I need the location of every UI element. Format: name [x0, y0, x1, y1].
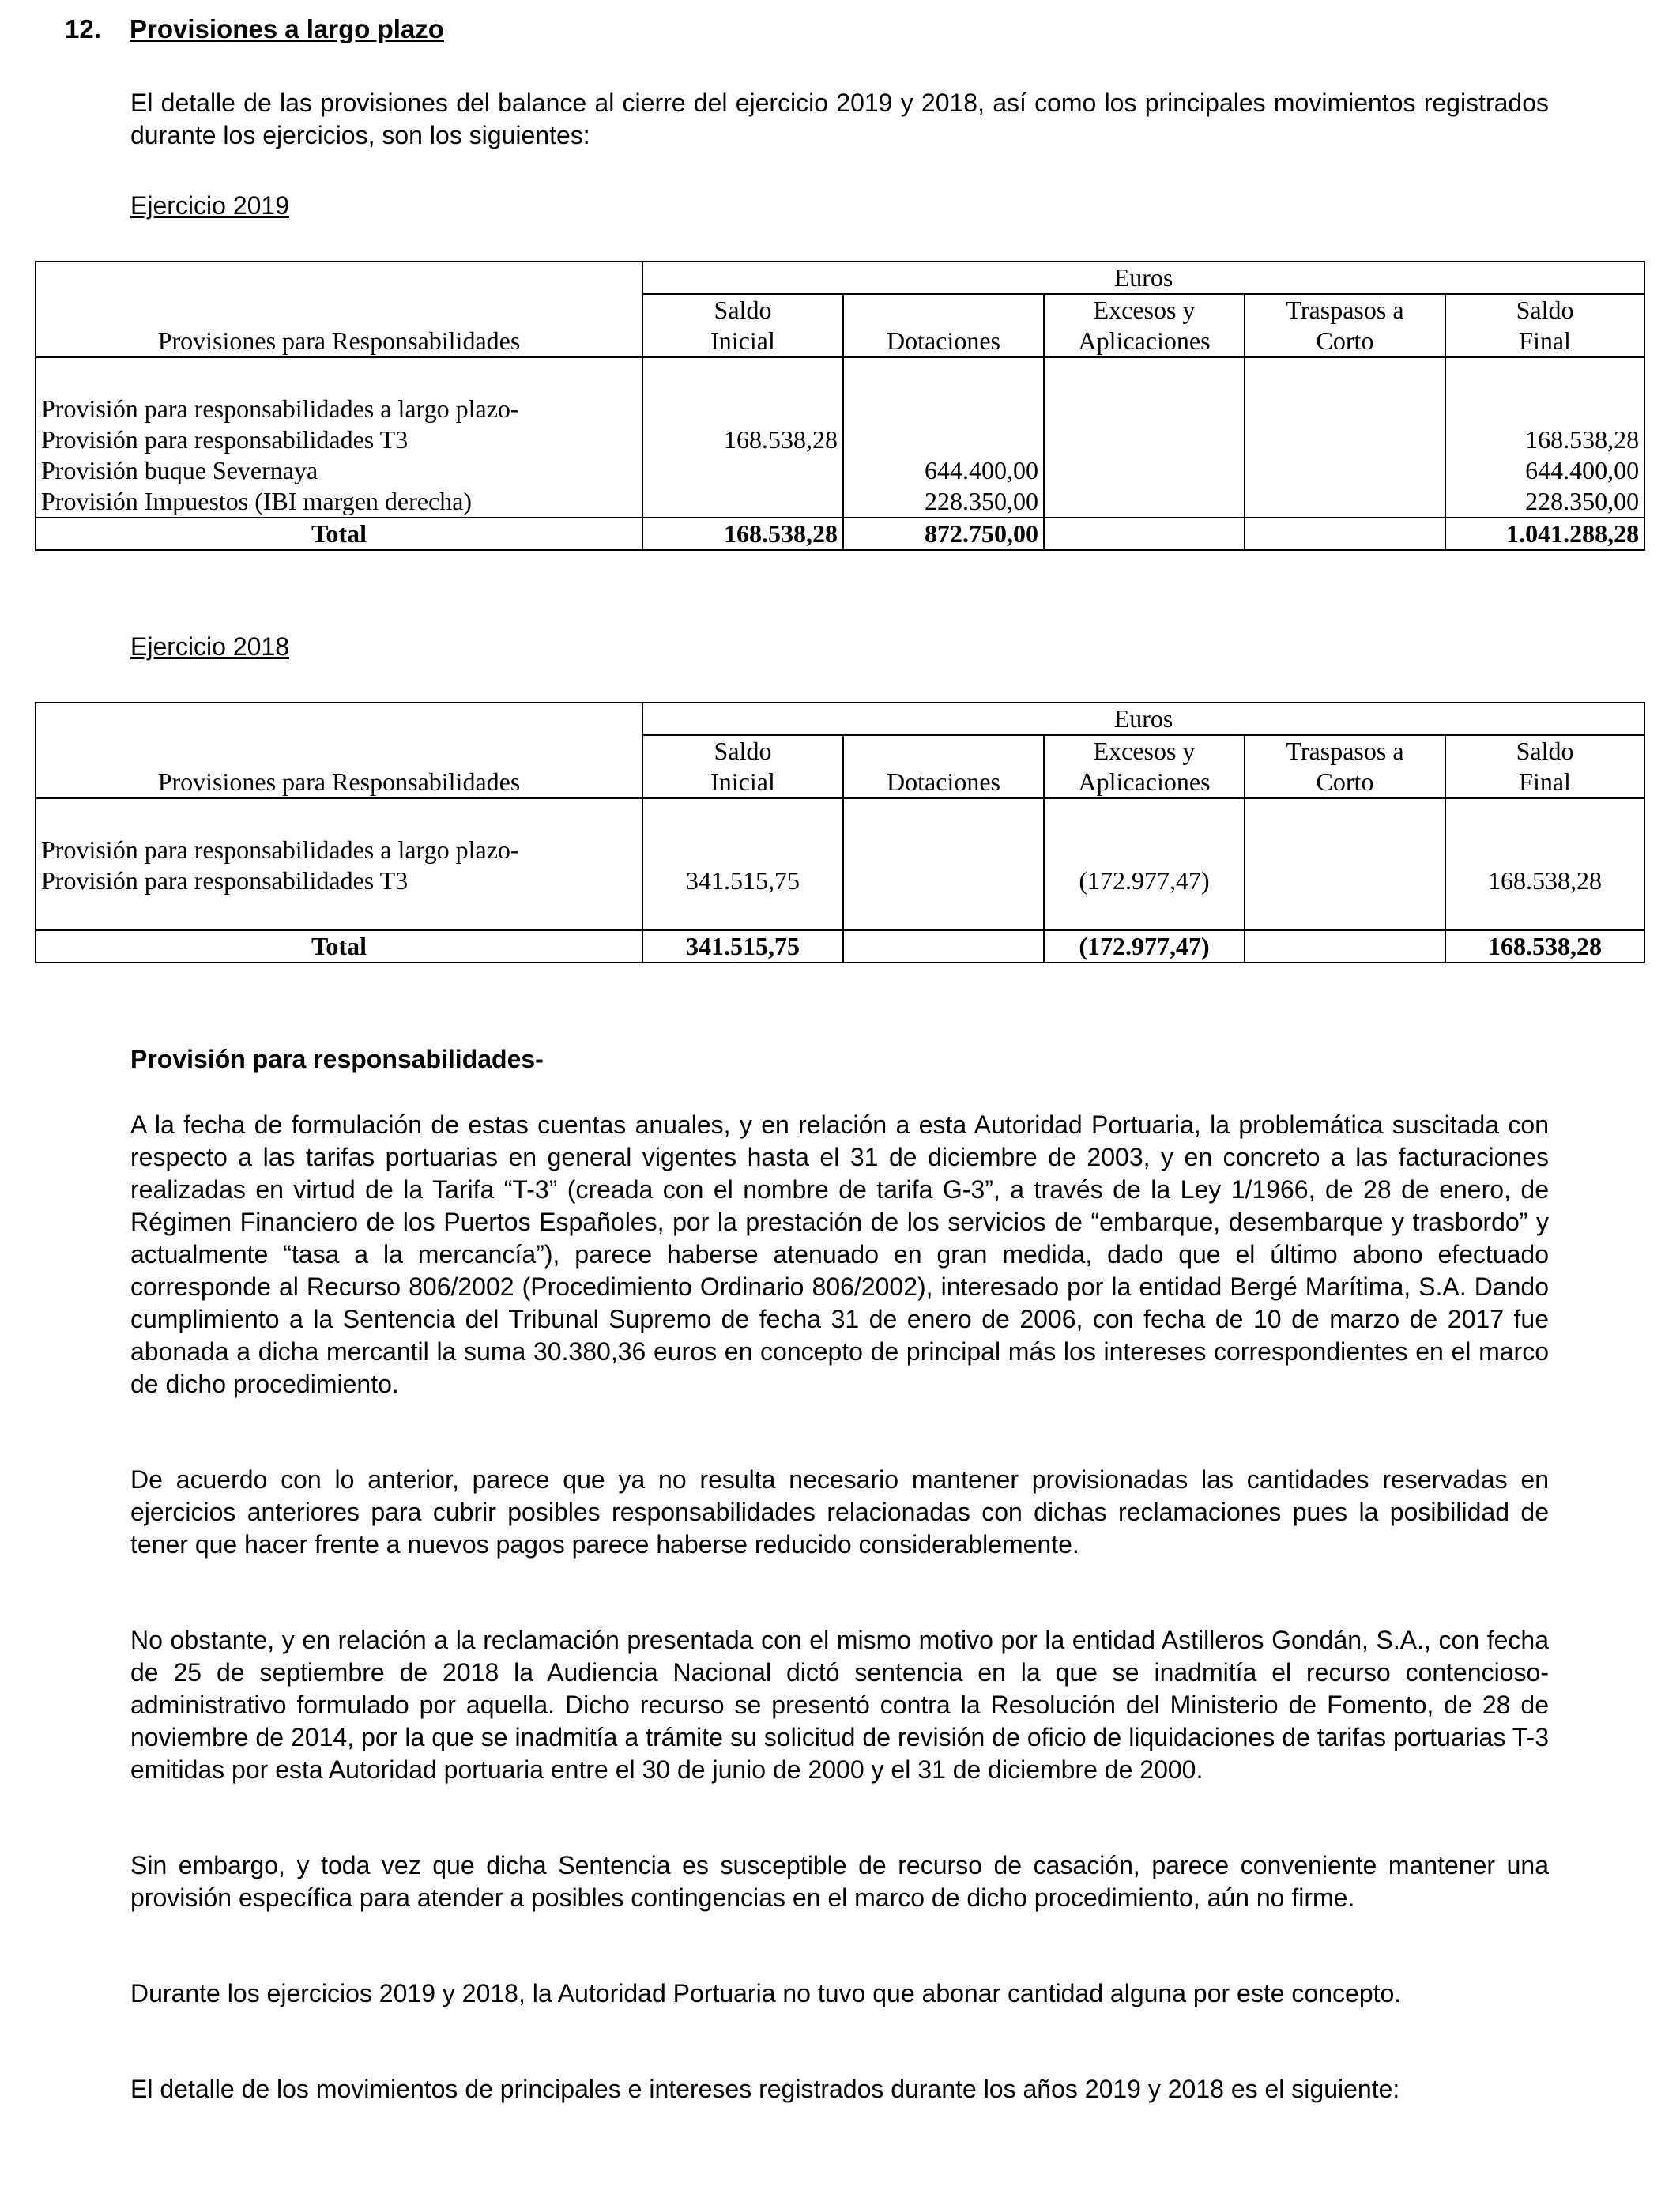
row-traspasos	[1245, 424, 1445, 455]
header-saldo-final-2: Final	[1445, 767, 1644, 798]
row-excesos	[1044, 424, 1245, 455]
section-heading	[65, 14, 444, 44]
row-label: Provisión Impuestos (IBI margen derecha)	[36, 486, 642, 518]
total-dotaciones: 872.750,00	[843, 518, 1044, 550]
row-excesos	[1044, 455, 1245, 486]
header-dotaciones: Dotaciones	[843, 326, 1044, 357]
section-title: Provisiones a largo plazo	[130, 14, 444, 43]
header-excesos-2: Aplicaciones	[1044, 767, 1245, 798]
row-saldo-inicial	[642, 486, 843, 518]
paragraph-5: Durante los ejercicios 2019 y 2018, la Autoridad Portuaria no tuvo que abonar cantidad alguna por este concepto.	[130, 1979, 1402, 2007]
header-excesos-1: Excesos y	[1044, 294, 1245, 326]
row-dotaciones	[843, 424, 1044, 455]
paragraph-1: A la fecha de formulación de estas cuentas anuales, y en relación a esta Autoridad Portuaria, la problemática suscitada con respecto a las tarifas portuarias en general vigentes hasta el 31 de diciembre de 2003, y en concreto a las facturaciones realizadas en virtud de la Tarifa “T-3” (creada con el nombre de tarifa G-3”, a través de la Ley 1/1966, de 28 de enero, de Régimen Financiero de los Puertos Españoles, por la prestación de los servicios de “embarque, desembarque y trasbordo” y actualmente “tasa a la mercancía”), parece haberse atenuado en gran medida, dado que el último abono efectuado corresponde al Recurso 806/2002 (Procedimiento Ordinario 806/2002), interesado por la entidad Bergé Marítima, S.A. Dando cumplimiento a la Sentencia del Tribunal Supremo de fecha 31 de enero de 2006, con fecha de 10 de marzo de 2017 fue abonada a dicha mercantil la suma 30.380,36 euros en concepto de principal más los intereses correspondientes en el marco de dicho procedimiento.	[130, 1110, 1549, 1398]
total-traspasos	[1245, 930, 1445, 963]
header-euros: Euros	[642, 262, 1644, 294]
total-saldo-final: 1.041.288,28	[1445, 518, 1644, 550]
header-saldo-inicial-2: Inicial	[642, 767, 843, 798]
row-saldo-final: 228.350,00	[1445, 486, 1644, 518]
total-label: Total	[36, 930, 642, 963]
header-dotaciones-spacer	[843, 735, 1044, 767]
row-excesos	[1044, 486, 1245, 518]
header-euros: Euros	[642, 703, 1644, 735]
header-traspasos-2: Corto	[1245, 326, 1445, 357]
header-traspasos-2: Corto	[1245, 767, 1445, 798]
header-excesos-1: Excesos y	[1044, 735, 1245, 767]
header-excesos-2: Aplicaciones	[1044, 326, 1245, 357]
row-dotaciones	[843, 865, 1044, 896]
total-saldo-inicial: 168.538,28	[642, 518, 843, 550]
intro-paragraph: El detalle de las provisiones del balance al cierre del ejercicio 2019 y 2018, así como los principales movimientos registrados durante los ejercicios, son los siguientes:	[130, 89, 1549, 149]
ejercicio-2019-label: Ejercicio 2019	[130, 191, 289, 220]
row-saldo-inicial	[642, 455, 843, 486]
row-saldo-final: 644.400,00	[1445, 455, 1644, 486]
header-saldo-final-1: Saldo	[1445, 294, 1644, 326]
row-label: Provisión para responsabilidades T3	[36, 424, 642, 455]
table-row	[36, 865, 1644, 896]
table-row	[36, 424, 1644, 455]
row-traspasos	[1245, 486, 1445, 518]
header-dotaciones-spacer	[843, 294, 1044, 326]
row-saldo-final: 168.538,28	[1445, 424, 1644, 455]
header-saldo-final-2: Final	[1445, 326, 1644, 357]
header-saldo-inicial-1: Saldo	[642, 294, 843, 326]
header-row-label: Provisiones para Responsabilidades	[36, 703, 642, 798]
row-saldo-final: 168.538,28	[1445, 865, 1644, 896]
group-title: Provisión para responsabilidades a largo plazo-	[36, 394, 642, 424]
header-saldo-inicial-2: Inicial	[642, 326, 843, 357]
paragraph-3: No obstante, y en relación a la reclamación presentada con el mismo motivo por la entidad Astilleros Gondán, S.A., con fecha de 25 de septiembre de 2018 la Audiencia Nacional dictó sentencia en la que se inadmitía el recurso contencioso-administrativo formulado por aquella. Dicho recurso se presentó contra la Resolución del Ministerio de Fomento, de 28 de noviembre de 2014, por la que se inadmitía a trámite su solicitud de revisión de oficio de liquidaciones de tarifas portuarias T-3 emitidas por esta Autoridad portuaria entre el 30 de junio de 2000 y el 31 de diciembre de 2000.	[130, 1626, 1549, 1784]
header-saldo-final-1: Saldo	[1445, 735, 1644, 767]
row-dotaciones: 228.350,00	[843, 486, 1044, 518]
total-row	[36, 930, 1644, 963]
provisions-table-2018	[35, 702, 1645, 963]
total-traspasos	[1245, 518, 1445, 550]
row-saldo-inicial: 341.515,75	[642, 865, 843, 896]
section-number: 12.	[65, 14, 101, 43]
row-saldo-inicial: 168.538,28	[642, 424, 843, 455]
header-saldo-inicial-1: Saldo	[642, 735, 843, 767]
total-saldo-final: 168.538,28	[1445, 930, 1644, 963]
total-label: Total	[36, 518, 642, 550]
row-label: Provisión buque Severnaya	[36, 455, 642, 486]
paragraph-4: Sin embargo, y toda vez que dicha Sentencia es susceptible de recurso de casación, parece conveniente mantener una provisión específica para atender a posibles contingencias en el marco de dicho procedimiento, aún no firme.	[130, 1851, 1549, 1912]
header-traspasos-1: Traspasos a	[1245, 735, 1445, 767]
row-label: Provisión para responsabilidades T3	[36, 865, 642, 896]
total-saldo-inicial: 341.515,75	[642, 930, 843, 963]
provisions-table-2019	[35, 261, 1645, 551]
table-row	[36, 455, 1644, 486]
total-row	[36, 518, 1644, 550]
row-dotaciones: 644.400,00	[843, 455, 1044, 486]
row-excesos: (172.977,47)	[1044, 865, 1245, 896]
section-subtitle: Provisión para responsabilidades-	[130, 1045, 544, 1073]
row-traspasos	[1245, 865, 1445, 896]
paragraph-2: De acuerdo con lo anterior, parece que ya no resulta necesario mantener provisionadas las cantidades reservadas en ejercicios anteriores para cubrir posibles responsabilidades relacionadas con dichas reclamaciones pues la posibilidad de tener que hacer frente a nuevos pagos parece haberse reducido considerablemente.	[130, 1465, 1549, 1559]
total-excesos	[1044, 518, 1245, 550]
total-excesos: (172.977,47)	[1044, 930, 1245, 963]
header-row-label: Provisiones para Responsabilidades	[36, 262, 642, 357]
header-dotaciones: Dotaciones	[843, 767, 1044, 798]
header-traspasos-1: Traspasos a	[1245, 294, 1445, 326]
paragraph-6: El detalle de los movimientos de principales e intereses registrados durante los años 2019 y 2018 es el siguiente:	[130, 2075, 1400, 2103]
total-dotaciones	[843, 930, 1044, 963]
table-row	[36, 486, 1644, 518]
group-title: Provisión para responsabilidades a largo plazo-	[36, 835, 642, 865]
row-traspasos	[1245, 455, 1445, 486]
ejercicio-2018-label: Ejercicio 2018	[130, 632, 289, 661]
